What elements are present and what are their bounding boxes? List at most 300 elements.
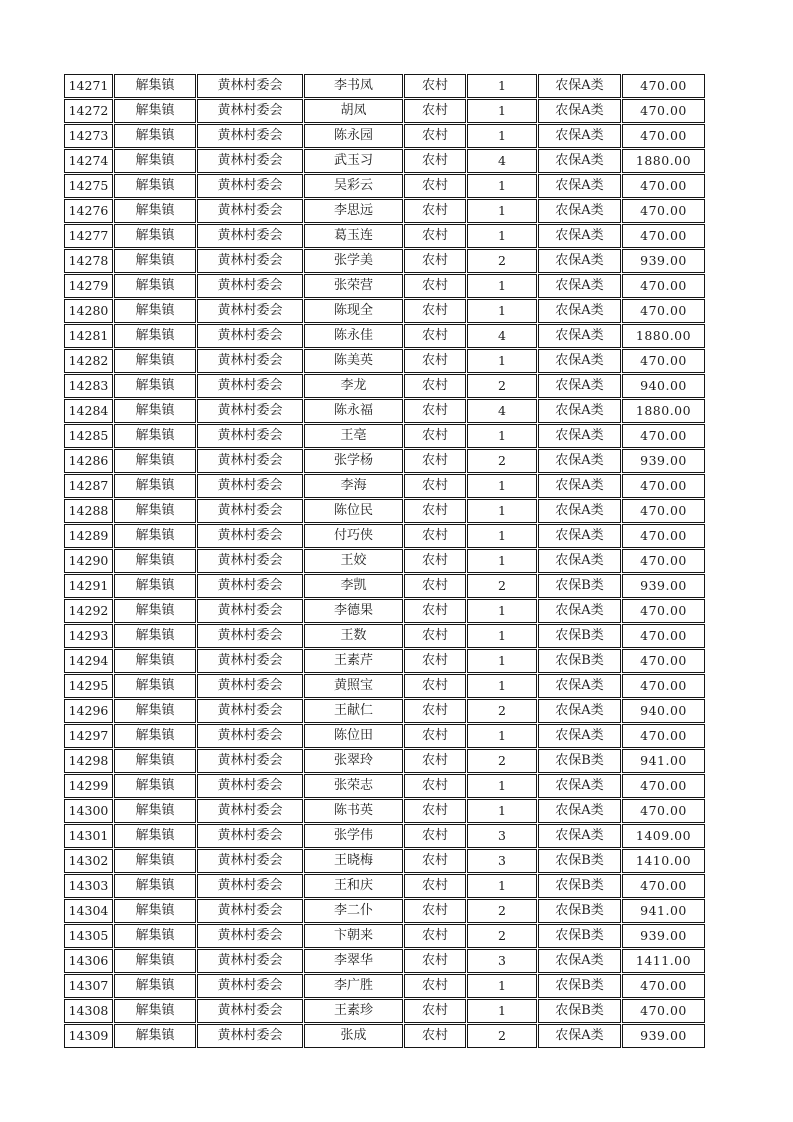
cell-village-committee: 黄林村委会 bbox=[197, 874, 303, 898]
cell-amount: 470.00 bbox=[622, 299, 705, 323]
table-row bbox=[64, 549, 705, 573]
cell-village-committee: 黄林村委会 bbox=[197, 999, 303, 1023]
cell-serial-number: 14307 bbox=[64, 974, 113, 998]
cell-village-committee: 黄林村委会 bbox=[197, 99, 303, 123]
cell-amount: 940.00 bbox=[622, 374, 705, 398]
cell-serial-number: 14305 bbox=[64, 924, 113, 948]
cell-village-committee: 黄林村委会 bbox=[197, 924, 303, 948]
table-row bbox=[64, 449, 705, 473]
cell-serial-number: 14308 bbox=[64, 999, 113, 1023]
table-row bbox=[64, 324, 705, 348]
cell-person-name: 张学杨 bbox=[304, 449, 403, 473]
table-row bbox=[64, 224, 705, 248]
cell-residence-type: 农村 bbox=[404, 599, 466, 623]
table-row bbox=[64, 1024, 705, 1048]
table-row bbox=[64, 249, 705, 273]
cell-amount: 470.00 bbox=[622, 174, 705, 198]
cell-insurance-category: 农保A类 bbox=[538, 324, 621, 348]
cell-village-committee: 黄林村委会 bbox=[197, 349, 303, 373]
table-row bbox=[64, 724, 705, 748]
cell-town: 解集镇 bbox=[114, 924, 196, 948]
cell-village-committee: 黄林村委会 bbox=[197, 649, 303, 673]
cell-village-committee: 黄林村委会 bbox=[197, 324, 303, 348]
cell-amount: 941.00 bbox=[622, 749, 705, 773]
cell-residence-type: 农村 bbox=[404, 574, 466, 598]
cell-insurance-category: 农保A类 bbox=[538, 99, 621, 123]
cell-person-count: 1 bbox=[467, 349, 537, 373]
cell-residence-type: 农村 bbox=[404, 374, 466, 398]
cell-town: 解集镇 bbox=[114, 899, 196, 923]
cell-person-name: 陈永园 bbox=[304, 124, 403, 148]
cell-person-count: 1 bbox=[467, 874, 537, 898]
cell-amount: 470.00 bbox=[622, 974, 705, 998]
cell-village-committee: 黄林村委会 bbox=[197, 274, 303, 298]
cell-village-committee: 黄林村委会 bbox=[197, 824, 303, 848]
cell-village-committee: 黄林村委会 bbox=[197, 374, 303, 398]
cell-insurance-category: 农保A类 bbox=[538, 249, 621, 273]
cell-village-committee: 黄林村委会 bbox=[197, 724, 303, 748]
cell-person-name: 王姣 bbox=[304, 549, 403, 573]
table-row bbox=[64, 199, 705, 223]
cell-amount: 939.00 bbox=[622, 924, 705, 948]
cell-serial-number: 14290 bbox=[64, 549, 113, 573]
cell-residence-type: 农村 bbox=[404, 424, 466, 448]
cell-person-count: 1 bbox=[467, 724, 537, 748]
cell-amount: 470.00 bbox=[622, 549, 705, 573]
cell-person-name: 李翠华 bbox=[304, 949, 403, 973]
cell-person-count: 1 bbox=[467, 474, 537, 498]
cell-amount: 470.00 bbox=[622, 774, 705, 798]
cell-residence-type: 农村 bbox=[404, 549, 466, 573]
cell-insurance-category: 农保A类 bbox=[538, 674, 621, 698]
cell-residence-type: 农村 bbox=[404, 849, 466, 873]
cell-person-name: 王数 bbox=[304, 624, 403, 648]
cell-village-committee: 黄林村委会 bbox=[197, 774, 303, 798]
cell-serial-number: 14306 bbox=[64, 949, 113, 973]
table-row bbox=[64, 574, 705, 598]
cell-town: 解集镇 bbox=[114, 399, 196, 423]
cell-insurance-category: 农保B类 bbox=[538, 974, 621, 998]
table-row bbox=[64, 824, 705, 848]
cell-village-committee: 黄林村委会 bbox=[197, 199, 303, 223]
cell-serial-number: 14281 bbox=[64, 324, 113, 348]
cell-town: 解集镇 bbox=[114, 724, 196, 748]
table-row bbox=[64, 799, 705, 823]
cell-town: 解集镇 bbox=[114, 999, 196, 1023]
cell-amount: 470.00 bbox=[622, 649, 705, 673]
cell-serial-number: 14295 bbox=[64, 674, 113, 698]
cell-person-name: 陈现全 bbox=[304, 299, 403, 323]
cell-residence-type: 农村 bbox=[404, 699, 466, 723]
table-row bbox=[64, 399, 705, 423]
cell-serial-number: 14291 bbox=[64, 574, 113, 598]
cell-village-committee: 黄林村委会 bbox=[197, 574, 303, 598]
cell-person-name: 葛玉连 bbox=[304, 224, 403, 248]
cell-town: 解集镇 bbox=[114, 774, 196, 798]
cell-village-committee: 黄林村委会 bbox=[197, 74, 303, 98]
cell-residence-type: 农村 bbox=[404, 124, 466, 148]
cell-amount: 940.00 bbox=[622, 699, 705, 723]
cell-serial-number: 14298 bbox=[64, 749, 113, 773]
cell-insurance-category: 农保A类 bbox=[538, 549, 621, 573]
table-row bbox=[64, 924, 705, 948]
table-row bbox=[64, 99, 705, 123]
cell-person-name: 张荣营 bbox=[304, 274, 403, 298]
table-row bbox=[64, 699, 705, 723]
cell-person-name: 王晓梅 bbox=[304, 849, 403, 873]
cell-village-committee: 黄林村委会 bbox=[197, 974, 303, 998]
cell-person-name: 胡凤 bbox=[304, 99, 403, 123]
cell-person-count: 1 bbox=[467, 649, 537, 673]
cell-insurance-category: 农保B类 bbox=[538, 574, 621, 598]
cell-amount: 470.00 bbox=[622, 199, 705, 223]
table-row bbox=[64, 749, 705, 773]
cell-person-count: 2 bbox=[467, 449, 537, 473]
cell-village-committee: 黄林村委会 bbox=[197, 124, 303, 148]
cell-residence-type: 农村 bbox=[404, 449, 466, 473]
table-row bbox=[64, 349, 705, 373]
cell-town: 解集镇 bbox=[114, 949, 196, 973]
table-row bbox=[64, 949, 705, 973]
cell-residence-type: 农村 bbox=[404, 199, 466, 223]
cell-insurance-category: 农保A类 bbox=[538, 1024, 621, 1048]
cell-serial-number: 14273 bbox=[64, 124, 113, 148]
cell-person-count: 3 bbox=[467, 949, 537, 973]
cell-residence-type: 农村 bbox=[404, 999, 466, 1023]
cell-person-name: 张翠玲 bbox=[304, 749, 403, 773]
cell-amount: 470.00 bbox=[622, 124, 705, 148]
cell-amount: 470.00 bbox=[622, 474, 705, 498]
cell-town: 解集镇 bbox=[114, 849, 196, 873]
cell-town: 解集镇 bbox=[114, 524, 196, 548]
cell-residence-type: 农村 bbox=[404, 249, 466, 273]
table-row bbox=[64, 524, 705, 548]
cell-residence-type: 农村 bbox=[404, 274, 466, 298]
cell-amount: 1880.00 bbox=[622, 399, 705, 423]
cell-serial-number: 14297 bbox=[64, 724, 113, 748]
cell-residence-type: 农村 bbox=[404, 224, 466, 248]
cell-person-count: 2 bbox=[467, 924, 537, 948]
cell-residence-type: 农村 bbox=[404, 924, 466, 948]
cell-person-name: 陈书英 bbox=[304, 799, 403, 823]
cell-serial-number: 14309 bbox=[64, 1024, 113, 1048]
cell-town: 解集镇 bbox=[114, 349, 196, 373]
cell-person-count: 1 bbox=[467, 124, 537, 148]
cell-town: 解集镇 bbox=[114, 149, 196, 173]
cell-amount: 470.00 bbox=[622, 599, 705, 623]
table-row bbox=[64, 424, 705, 448]
cell-insurance-category: 农保A类 bbox=[538, 474, 621, 498]
cell-village-committee: 黄林村委会 bbox=[197, 549, 303, 573]
table-row bbox=[64, 74, 705, 98]
cell-amount: 939.00 bbox=[622, 574, 705, 598]
table-row bbox=[64, 299, 705, 323]
cell-amount: 1409.00 bbox=[622, 824, 705, 848]
cell-residence-type: 农村 bbox=[404, 149, 466, 173]
table-row bbox=[64, 624, 705, 648]
cell-person-name: 吴彩云 bbox=[304, 174, 403, 198]
cell-person-count: 1 bbox=[467, 74, 537, 98]
cell-village-committee: 黄林村委会 bbox=[197, 674, 303, 698]
cell-residence-type: 农村 bbox=[404, 724, 466, 748]
cell-town: 解集镇 bbox=[114, 374, 196, 398]
cell-village-committee: 黄林村委会 bbox=[197, 299, 303, 323]
cell-serial-number: 14283 bbox=[64, 374, 113, 398]
cell-person-count: 2 bbox=[467, 249, 537, 273]
cell-village-committee: 黄林村委会 bbox=[197, 499, 303, 523]
cell-insurance-category: 农保A类 bbox=[538, 724, 621, 748]
cell-person-name: 付巧侠 bbox=[304, 524, 403, 548]
cell-person-count: 1 bbox=[467, 174, 537, 198]
cell-insurance-category: 农保A类 bbox=[538, 274, 621, 298]
table-row bbox=[64, 899, 705, 923]
cell-person-count: 1 bbox=[467, 424, 537, 448]
cell-person-name: 陈位田 bbox=[304, 724, 403, 748]
cell-village-committee: 黄林村委会 bbox=[197, 699, 303, 723]
cell-insurance-category: 农保A类 bbox=[538, 599, 621, 623]
cell-insurance-category: 农保A类 bbox=[538, 699, 621, 723]
cell-person-name: 王素芹 bbox=[304, 649, 403, 673]
cell-serial-number: 14285 bbox=[64, 424, 113, 448]
cell-residence-type: 农村 bbox=[404, 349, 466, 373]
cell-serial-number: 14300 bbox=[64, 799, 113, 823]
cell-person-name: 李二仆 bbox=[304, 899, 403, 923]
cell-town: 解集镇 bbox=[114, 674, 196, 698]
subsidy-roster-table bbox=[63, 73, 706, 1049]
cell-person-name: 王和庆 bbox=[304, 874, 403, 898]
cell-residence-type: 农村 bbox=[404, 74, 466, 98]
cell-village-committee: 黄林村委会 bbox=[197, 149, 303, 173]
cell-residence-type: 农村 bbox=[404, 499, 466, 523]
table-row bbox=[64, 174, 705, 198]
cell-serial-number: 14278 bbox=[64, 249, 113, 273]
cell-amount: 939.00 bbox=[622, 249, 705, 273]
cell-residence-type: 农村 bbox=[404, 649, 466, 673]
cell-village-committee: 黄林村委会 bbox=[197, 949, 303, 973]
cell-amount: 1410.00 bbox=[622, 849, 705, 873]
cell-serial-number: 14304 bbox=[64, 899, 113, 923]
cell-residence-type: 农村 bbox=[404, 624, 466, 648]
cell-amount: 470.00 bbox=[622, 524, 705, 548]
cell-town: 解集镇 bbox=[114, 649, 196, 673]
cell-person-count: 2 bbox=[467, 1024, 537, 1048]
cell-residence-type: 农村 bbox=[404, 99, 466, 123]
cell-person-name: 张成 bbox=[304, 1024, 403, 1048]
cell-insurance-category: 农保A类 bbox=[538, 449, 621, 473]
cell-town: 解集镇 bbox=[114, 624, 196, 648]
cell-person-name: 黄照宝 bbox=[304, 674, 403, 698]
table-row bbox=[64, 974, 705, 998]
cell-insurance-category: 农保A类 bbox=[538, 349, 621, 373]
cell-insurance-category: 农保A类 bbox=[538, 824, 621, 848]
cell-amount: 470.00 bbox=[622, 724, 705, 748]
cell-person-count: 1 bbox=[467, 974, 537, 998]
cell-amount: 941.00 bbox=[622, 899, 705, 923]
cell-residence-type: 农村 bbox=[404, 524, 466, 548]
cell-person-name: 张学伟 bbox=[304, 824, 403, 848]
cell-insurance-category: 农保B类 bbox=[538, 924, 621, 948]
table-row bbox=[64, 999, 705, 1023]
cell-person-count: 1 bbox=[467, 799, 537, 823]
cell-person-count: 4 bbox=[467, 149, 537, 173]
cell-town: 解集镇 bbox=[114, 974, 196, 998]
cell-person-name: 武玉习 bbox=[304, 149, 403, 173]
cell-serial-number: 14274 bbox=[64, 149, 113, 173]
cell-serial-number: 14280 bbox=[64, 299, 113, 323]
cell-amount: 470.00 bbox=[622, 874, 705, 898]
cell-person-name: 张学美 bbox=[304, 249, 403, 273]
cell-person-count: 1 bbox=[467, 774, 537, 798]
cell-town: 解集镇 bbox=[114, 874, 196, 898]
cell-person-name: 李书凤 bbox=[304, 74, 403, 98]
cell-serial-number: 14293 bbox=[64, 624, 113, 648]
cell-person-name: 李广胜 bbox=[304, 974, 403, 998]
cell-insurance-category: 农保B类 bbox=[538, 899, 621, 923]
cell-insurance-category: 农保A类 bbox=[538, 374, 621, 398]
table-row bbox=[64, 374, 705, 398]
cell-residence-type: 农村 bbox=[404, 1024, 466, 1048]
cell-person-count: 1 bbox=[467, 524, 537, 548]
cell-serial-number: 14286 bbox=[64, 449, 113, 473]
cell-village-committee: 黄林村委会 bbox=[197, 474, 303, 498]
cell-town: 解集镇 bbox=[114, 699, 196, 723]
cell-town: 解集镇 bbox=[114, 1024, 196, 1048]
cell-insurance-category: 农保A类 bbox=[538, 124, 621, 148]
cell-person-count: 1 bbox=[467, 999, 537, 1023]
cell-insurance-category: 农保A类 bbox=[538, 524, 621, 548]
cell-serial-number: 14282 bbox=[64, 349, 113, 373]
cell-residence-type: 农村 bbox=[404, 749, 466, 773]
cell-serial-number: 14288 bbox=[64, 499, 113, 523]
cell-person-name: 陈美英 bbox=[304, 349, 403, 373]
cell-town: 解集镇 bbox=[114, 749, 196, 773]
cell-person-count: 1 bbox=[467, 674, 537, 698]
cell-person-name: 李凯 bbox=[304, 574, 403, 598]
cell-serial-number: 14284 bbox=[64, 399, 113, 423]
cell-village-committee: 黄林村委会 bbox=[197, 849, 303, 873]
cell-village-committee: 黄林村委会 bbox=[197, 749, 303, 773]
cell-person-name: 陈永佳 bbox=[304, 324, 403, 348]
cell-person-name: 李龙 bbox=[304, 374, 403, 398]
cell-residence-type: 农村 bbox=[404, 974, 466, 998]
cell-residence-type: 农村 bbox=[404, 874, 466, 898]
cell-residence-type: 农村 bbox=[404, 174, 466, 198]
cell-person-count: 1 bbox=[467, 224, 537, 248]
cell-amount: 470.00 bbox=[622, 349, 705, 373]
cell-amount: 470.00 bbox=[622, 499, 705, 523]
cell-insurance-category: 农保B类 bbox=[538, 874, 621, 898]
cell-person-count: 1 bbox=[467, 599, 537, 623]
cell-person-name: 陈永福 bbox=[304, 399, 403, 423]
cell-village-committee: 黄林村委会 bbox=[197, 249, 303, 273]
cell-serial-number: 14299 bbox=[64, 774, 113, 798]
cell-town: 解集镇 bbox=[114, 449, 196, 473]
cell-serial-number: 14303 bbox=[64, 874, 113, 898]
cell-town: 解集镇 bbox=[114, 74, 196, 98]
cell-insurance-category: 农保A类 bbox=[538, 949, 621, 973]
cell-town: 解集镇 bbox=[114, 124, 196, 148]
table-row bbox=[64, 274, 705, 298]
cell-person-count: 3 bbox=[467, 824, 537, 848]
cell-insurance-category: 农保A类 bbox=[538, 224, 621, 248]
table-row bbox=[64, 124, 705, 148]
table-row bbox=[64, 674, 705, 698]
cell-residence-type: 农村 bbox=[404, 474, 466, 498]
cell-person-name: 李海 bbox=[304, 474, 403, 498]
cell-insurance-category: 农保B类 bbox=[538, 849, 621, 873]
cell-town: 解集镇 bbox=[114, 324, 196, 348]
cell-person-count: 4 bbox=[467, 399, 537, 423]
cell-village-committee: 黄林村委会 bbox=[197, 424, 303, 448]
cell-person-count: 2 bbox=[467, 699, 537, 723]
cell-village-committee: 黄林村委会 bbox=[197, 524, 303, 548]
cell-town: 解集镇 bbox=[114, 174, 196, 198]
cell-person-name: 王献仁 bbox=[304, 699, 403, 723]
cell-serial-number: 14301 bbox=[64, 824, 113, 848]
cell-person-count: 1 bbox=[467, 299, 537, 323]
cell-village-committee: 黄林村委会 bbox=[197, 899, 303, 923]
cell-serial-number: 14279 bbox=[64, 274, 113, 298]
cell-person-name: 陈位民 bbox=[304, 499, 403, 523]
cell-town: 解集镇 bbox=[114, 549, 196, 573]
cell-town: 解集镇 bbox=[114, 474, 196, 498]
cell-serial-number: 14289 bbox=[64, 524, 113, 548]
table-row bbox=[64, 499, 705, 523]
cell-person-count: 2 bbox=[467, 574, 537, 598]
cell-insurance-category: 农保A类 bbox=[538, 299, 621, 323]
cell-insurance-category: 农保A类 bbox=[538, 174, 621, 198]
cell-amount: 470.00 bbox=[622, 999, 705, 1023]
cell-amount: 1411.00 bbox=[622, 949, 705, 973]
subsidy-roster-table-body bbox=[64, 74, 705, 1048]
cell-amount: 470.00 bbox=[622, 99, 705, 123]
cell-town: 解集镇 bbox=[114, 249, 196, 273]
cell-insurance-category: 农保A类 bbox=[538, 424, 621, 448]
cell-residence-type: 农村 bbox=[404, 324, 466, 348]
cell-town: 解集镇 bbox=[114, 274, 196, 298]
cell-town: 解集镇 bbox=[114, 99, 196, 123]
cell-insurance-category: 农保A类 bbox=[538, 199, 621, 223]
cell-person-name: 卞朝来 bbox=[304, 924, 403, 948]
cell-insurance-category: 农保B类 bbox=[538, 999, 621, 1023]
cell-insurance-category: 农保B类 bbox=[538, 749, 621, 773]
table-row bbox=[64, 874, 705, 898]
cell-village-committee: 黄林村委会 bbox=[197, 174, 303, 198]
cell-serial-number: 14292 bbox=[64, 599, 113, 623]
cell-person-count: 1 bbox=[467, 274, 537, 298]
cell-person-count: 2 bbox=[467, 749, 537, 773]
cell-serial-number: 14271 bbox=[64, 74, 113, 98]
cell-person-name: 王亳 bbox=[304, 424, 403, 448]
cell-person-count: 2 bbox=[467, 899, 537, 923]
cell-serial-number: 14272 bbox=[64, 99, 113, 123]
cell-person-count: 1 bbox=[467, 549, 537, 573]
cell-amount: 470.00 bbox=[622, 624, 705, 648]
table-row bbox=[64, 649, 705, 673]
cell-town: 解集镇 bbox=[114, 799, 196, 823]
cell-insurance-category: 农保A类 bbox=[538, 799, 621, 823]
cell-amount: 470.00 bbox=[622, 224, 705, 248]
cell-residence-type: 农村 bbox=[404, 824, 466, 848]
cell-person-count: 1 bbox=[467, 199, 537, 223]
cell-town: 解集镇 bbox=[114, 574, 196, 598]
table-row bbox=[64, 849, 705, 873]
cell-town: 解集镇 bbox=[114, 824, 196, 848]
cell-person-name: 王素珍 bbox=[304, 999, 403, 1023]
cell-serial-number: 14275 bbox=[64, 174, 113, 198]
cell-amount: 939.00 bbox=[622, 1024, 705, 1048]
cell-insurance-category: 农保A类 bbox=[538, 774, 621, 798]
